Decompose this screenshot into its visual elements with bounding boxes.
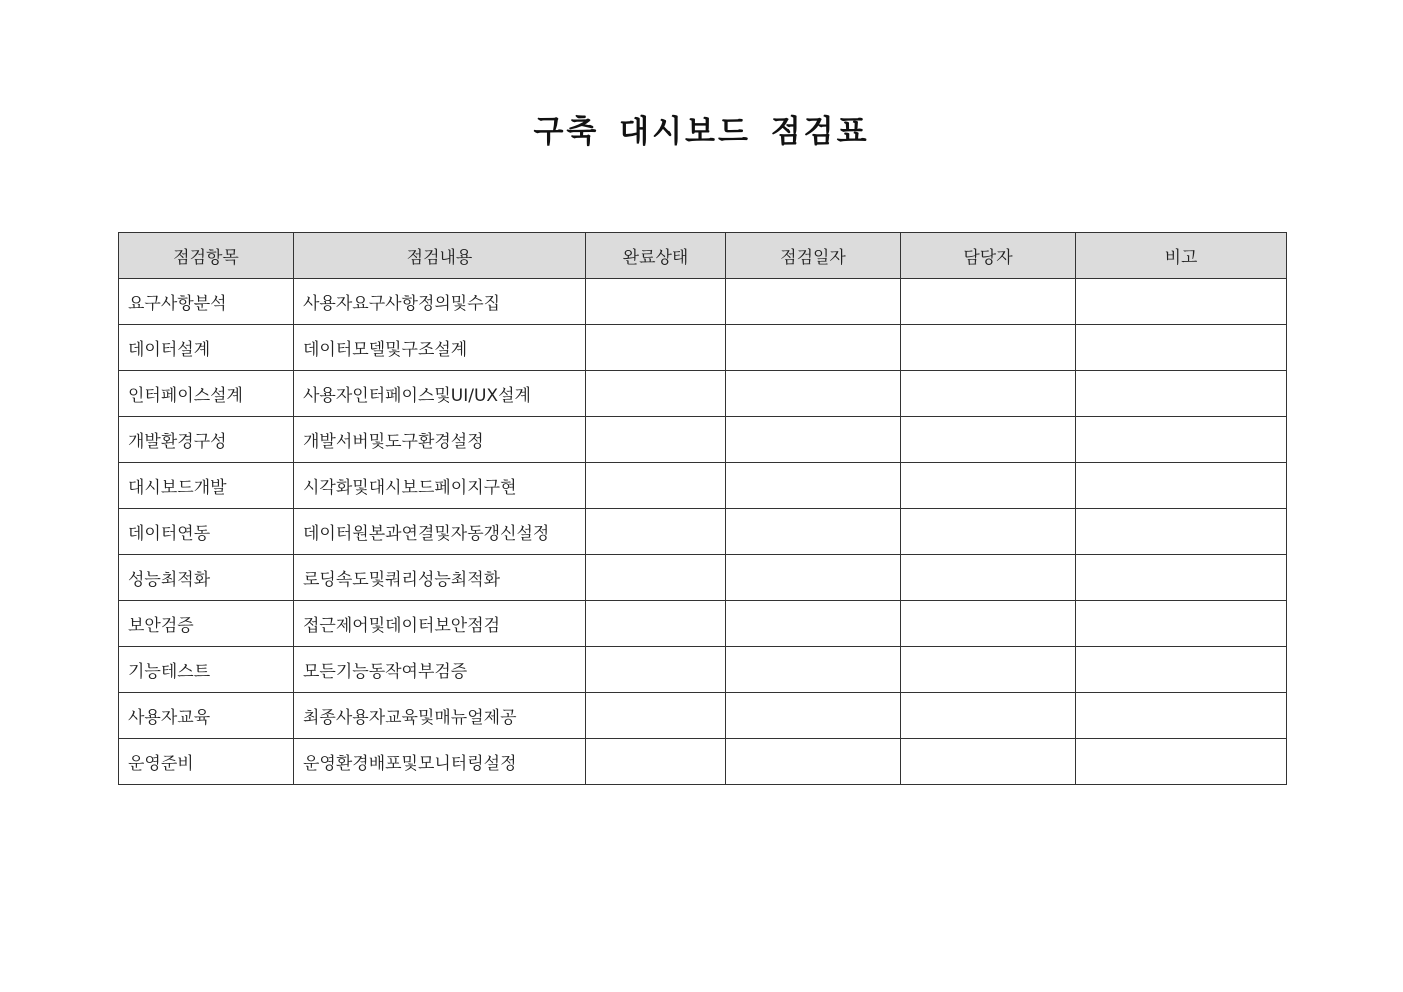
- header-owner: 담당자: [901, 233, 1076, 279]
- cell-check-content: 사용자요구사항정의및수집: [294, 279, 586, 325]
- cell-check-content: 시각화및대시보드페이지구현: [294, 463, 586, 509]
- cell-check-content: 운영환경배포및모니터링설정: [294, 739, 586, 785]
- table-row: [119, 601, 1287, 647]
- cell-owner: [901, 371, 1076, 417]
- cell-check-item: 데이터연동: [119, 509, 294, 555]
- header-note: 비고: [1076, 233, 1287, 279]
- table-row: [119, 509, 1287, 555]
- header-completion-status: 완료상태: [586, 233, 726, 279]
- page-title: 구축 대시보드 점검표: [533, 114, 870, 150]
- cell-check-date: [726, 463, 901, 509]
- cell-check-item: 인터페이스설계: [119, 371, 294, 417]
- cell-completion-status: [586, 417, 726, 463]
- cell-check-content: 개발서버및도구환경설정: [294, 417, 586, 463]
- cell-note: [1076, 509, 1287, 555]
- cell-note: [1076, 279, 1287, 325]
- cell-owner: [901, 417, 1076, 463]
- table-body: [119, 279, 1287, 785]
- table-row: [119, 555, 1287, 601]
- table-header-row: [119, 233, 1287, 279]
- cell-check-date: [726, 279, 901, 325]
- cell-completion-status: [586, 739, 726, 785]
- cell-check-item: 개발환경구성: [119, 417, 294, 463]
- cell-owner: [901, 555, 1076, 601]
- cell-note: [1076, 463, 1287, 509]
- cell-check-date: [726, 371, 901, 417]
- cell-owner: [901, 739, 1076, 785]
- table-row: [119, 325, 1287, 371]
- cell-check-date: [726, 647, 901, 693]
- cell-check-content: 로딩속도및쿼리성능최적화: [294, 555, 586, 601]
- cell-check-item: 요구사항분석: [119, 279, 294, 325]
- cell-check-item: 성능최적화: [119, 555, 294, 601]
- cell-check-date: [726, 601, 901, 647]
- table-row: [119, 279, 1287, 325]
- cell-note: [1076, 417, 1287, 463]
- cell-owner: [901, 279, 1076, 325]
- cell-owner: [901, 509, 1076, 555]
- checklist-table: [118, 232, 1287, 785]
- header-check-item: 점검항목: [119, 233, 294, 279]
- cell-owner: [901, 463, 1076, 509]
- cell-check-content: 모든기능동작여부검증: [294, 647, 586, 693]
- cell-note: [1076, 601, 1287, 647]
- cell-completion-status: [586, 647, 726, 693]
- cell-note: [1076, 647, 1287, 693]
- cell-check-item: 기능테스트: [119, 647, 294, 693]
- header-check-content: 점검내용: [294, 233, 586, 279]
- cell-check-item: 운영준비: [119, 739, 294, 785]
- cell-check-content: 데이터원본과연결및자동갱신설정: [294, 509, 586, 555]
- cell-check-item: 보안검증: [119, 601, 294, 647]
- cell-check-item: 데이터설계: [119, 325, 294, 371]
- table-row: [119, 647, 1287, 693]
- header-check-date: 점검일자: [726, 233, 901, 279]
- cell-check-date: [726, 693, 901, 739]
- table-row: [119, 463, 1287, 509]
- cell-check-content: 데이터모델및구조설계: [294, 325, 586, 371]
- cell-check-content: 사용자인터페이스및UI/UX설계: [294, 371, 586, 417]
- cell-note: [1076, 325, 1287, 371]
- cell-completion-status: [586, 601, 726, 647]
- table-row: [119, 739, 1287, 785]
- cell-check-date: [726, 417, 901, 463]
- cell-completion-status: [586, 325, 726, 371]
- cell-check-date: [726, 325, 901, 371]
- cell-completion-status: [586, 463, 726, 509]
- cell-completion-status: [586, 509, 726, 555]
- cell-note: [1076, 371, 1287, 417]
- cell-owner: [901, 647, 1076, 693]
- cell-completion-status: [586, 371, 726, 417]
- table-row: [119, 693, 1287, 739]
- cell-check-date: [726, 739, 901, 785]
- cell-note: [1076, 555, 1287, 601]
- cell-owner: [901, 601, 1076, 647]
- cell-completion-status: [586, 279, 726, 325]
- cell-completion-status: [586, 555, 726, 601]
- cell-check-date: [726, 509, 901, 555]
- cell-check-date: [726, 555, 901, 601]
- cell-check-item: 사용자교육: [119, 693, 294, 739]
- cell-completion-status: [586, 693, 726, 739]
- cell-check-content: 접근제어및데이터보안점검: [294, 601, 586, 647]
- cell-note: [1076, 739, 1287, 785]
- cell-owner: [901, 693, 1076, 739]
- cell-check-content: 최종사용자교육및매뉴얼제공: [294, 693, 586, 739]
- cell-owner: [901, 325, 1076, 371]
- table-row: [119, 371, 1287, 417]
- table-row: [119, 417, 1287, 463]
- cell-note: [1076, 693, 1287, 739]
- cell-check-item: 대시보드개발: [119, 463, 294, 509]
